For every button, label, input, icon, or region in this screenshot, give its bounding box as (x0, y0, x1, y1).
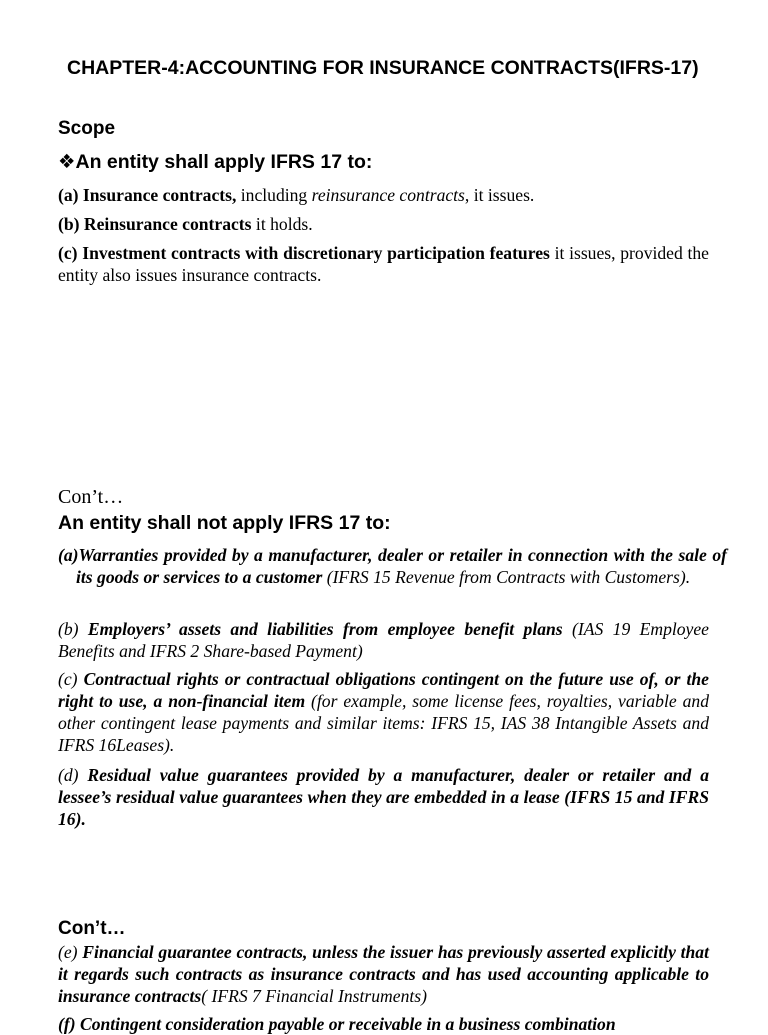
apply-subheading (58, 150, 372, 174)
not-apply-item-d: (d) Residual value guarantees provided by a manufacturer, dealer or retailer and a lessee’s residual value guarantees when they are embedded in a lease (IFRS 15 and IFRS 16). (58, 765, 709, 829)
not-apply-item-f-partial: (f) Contingent consideration payable or receivable in a business combination (58, 1014, 616, 1034)
apply-item-c-bold: Investment contracts with discretionary participation features (82, 243, 550, 263)
bullet-diamond-icon: ❖ (58, 151, 76, 173)
not-apply-item-b: (b) Employers’ assets and liabilities from employee benefit plans (IAS 19 Employee Benefits and IFRS 2 Share-based Payment) (58, 619, 709, 661)
not-apply-item-e: (e) Financial guarantee contracts, unless the issuer has previously asserted explicitly that it regards such contracts as insurance contracts and has used accounting applicable to insurance contracts( IFRS 7 Financial Instruments) (58, 942, 709, 1006)
apply-subheading-text: An entity shall apply IFRS 17 to: (75, 151, 373, 173)
continued-label: Con’t… (58, 486, 124, 508)
apply-item-a: (a) Insurance contracts, including reinsurance contracts, it issues. (58, 185, 535, 205)
not-apply-item-a-bold: Warranties provided by a manufacturer, dealer or retailer in connection with the sale of its goods or services to a customer (76, 545, 727, 587)
apply-item-b-bold: Reinsurance contracts (83, 214, 252, 234)
not-apply-item-c-bold: Contractual rights or contractual obligations contingent on the future use of, or the right to use, a non-financial item (58, 669, 709, 711)
continued-label-2: Con’t… (58, 918, 126, 939)
scope-heading: Scope (58, 118, 116, 139)
not-apply-item-c: (c) Contractual rights or contractual obligations contingent on the future use of, or the right to use, a non-financial item (for example, some license fees, royalties, variable and other contingent lease payments and similar items: IFRS 15, IAS 38 Intangible Assets and IFRS 16Leases). (58, 669, 709, 755)
not-apply-item-a: (a)Warranties provided by a manufacturer, dealer or retailer in connection with the sale of its goods or services to a customer (IFRS 15 Revenue from Contracts with Customers). (58, 545, 727, 587)
not-apply-item-d-bold: Residual value guarantees provided by a manufacturer, dealer or retailer and a lessee’s residual value guarantees when they are embedded in a lease (IFRS 15 and IFRS 16). (58, 765, 709, 829)
apply-item-c: (c) Investment contracts with discretionary participation features it issues, provided the entity also issues insurance contracts. (58, 243, 709, 285)
chapter-title: CHAPTER-4:ACCOUNTING FOR INSURANCE CONTRACTS(IFRS-17) (67, 57, 699, 79)
apply-item-a-bold: Insurance contracts, (82, 185, 237, 205)
not-apply-subheading: An entity shall not apply IFRS 17 to: (58, 512, 391, 534)
apply-item-b: (b) Reinsurance contracts it holds. (58, 214, 313, 234)
not-apply-item-b-bold: Employers’ assets and liabilities from employee benefit plans (87, 619, 563, 639)
not-apply-item-e-bold: Financial guarantee contracts, unless the issuer has previously asserted explicitly that it regards such contracts as insurance contracts and has used accounting applicable to insurance contracts (58, 942, 709, 1006)
